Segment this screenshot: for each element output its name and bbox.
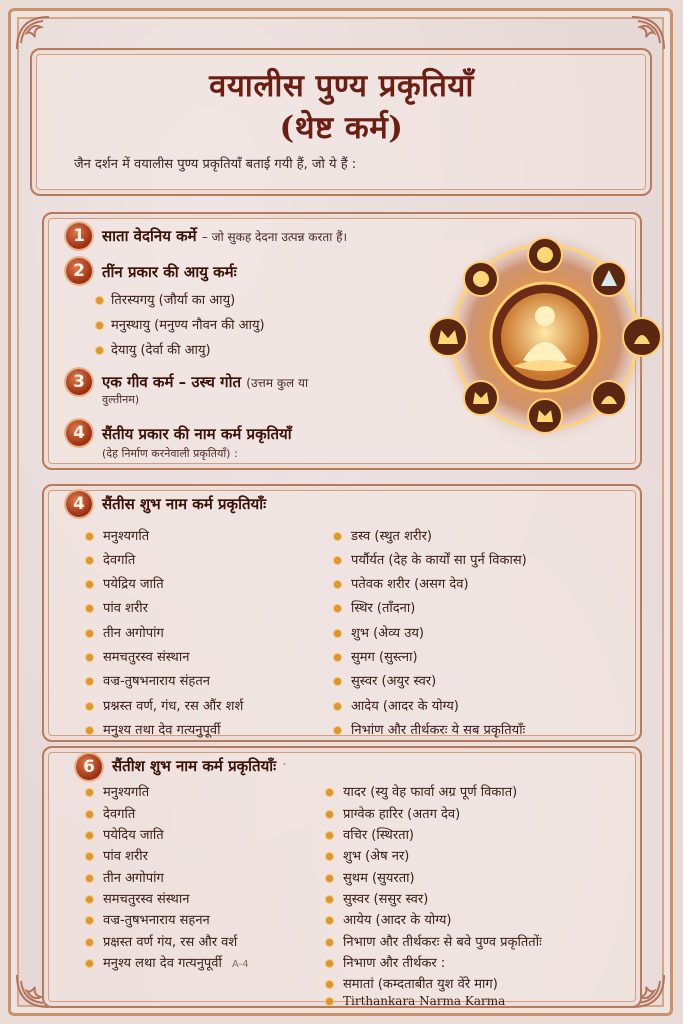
- item-2-title: तींन प्रकार की आयु कर्मः: [102, 263, 237, 281]
- bullet-dot-icon: [86, 605, 93, 612]
- bullet-dot-icon: [326, 896, 333, 903]
- list-item: वज्र-तुषभनाराय सहनन: [86, 910, 210, 928]
- bullet-dot-icon: [86, 581, 93, 588]
- item-3-title: एक गीव कर्म – उस्च गोत: [102, 373, 242, 391]
- bullet-dot-icon: [326, 875, 333, 882]
- list-item: पांव शरीर: [86, 598, 148, 616]
- list-item: देवगति: [86, 804, 135, 822]
- list-item: शुभ (अेष नर): [326, 846, 409, 864]
- bullet-dot-icon: [96, 297, 103, 304]
- list-item: डस्व (स्थुत शरीर): [334, 526, 432, 544]
- list-item: वज्र-तुषभनाराय संहतन: [86, 671, 210, 689]
- bullet-dot-icon: [86, 533, 93, 540]
- list-item: सुथम (सुयरता): [326, 868, 415, 886]
- item-1-desc: – जो सुकह देदना उत्पन्न करता हैं।: [201, 230, 348, 244]
- item-4-sub: (देह निर्माण करनेवाली प्रकृतियाँ) :: [102, 447, 238, 460]
- bullet-dot-icon: [86, 727, 93, 734]
- list-item: तीन अगोपांग: [86, 623, 164, 641]
- list-item: पतेवक शरीर (असग देव): [334, 574, 469, 592]
- list-item: मनुश्यगति: [86, 526, 149, 544]
- bullet-dot-icon: [86, 630, 93, 637]
- bullet-dot-icon: [86, 557, 93, 564]
- intro-text: जैन दर्शन में वयालीस पुण्य प्रकृतियाँ बताई गयी हैं, जो ये हैं :: [74, 157, 357, 172]
- bullet-dot-icon: [96, 347, 103, 354]
- list-item: तीन अगोपांग: [86, 868, 164, 886]
- number-badge: 6: [76, 754, 102, 780]
- item-1-title: साता वेदनिय कर्मे: [102, 227, 197, 245]
- bullet-dot-icon: [334, 703, 341, 710]
- bullet-dot-icon: [326, 811, 333, 818]
- bullet-dot-icon: [86, 917, 93, 924]
- list-item: प्रक्षस्त वर्ण गंय, रस और वर्श: [86, 932, 237, 950]
- list-item: Tirthankara Narma Karma: [326, 994, 505, 1008]
- page-title: वयालीस पुण्य प्रकृतियाँ: [209, 68, 474, 104]
- meditating-figure-icon: [405, 232, 675, 442]
- list-item: सुस्वर (ससुर स्वर): [326, 889, 428, 907]
- corner-flourish-icon: [628, 13, 668, 53]
- section-2-title: सैंतीस शुभ नाम कर्म प्रकृतियाँः: [102, 495, 267, 513]
- number-badge: 4: [66, 491, 92, 517]
- bullet-dot-icon: [86, 853, 93, 860]
- list-item: मनुश्यगति: [86, 782, 149, 800]
- bullet-dot-icon: [326, 960, 333, 967]
- bullet-dot-icon: [86, 811, 93, 818]
- bullet-dot-icon: [326, 789, 333, 796]
- list-item: प्रश्नस्त वर्ण, गंध, रस औंर शर्श: [86, 696, 243, 714]
- bullet-dot-icon: [86, 960, 93, 967]
- bullet-dot-icon: [86, 678, 93, 685]
- bullet-dot-icon: [326, 853, 333, 860]
- page-subtitle: (थेष्ट कर्म): [279, 110, 404, 146]
- bullet-dot-icon: [334, 557, 341, 564]
- bullet-dot-icon: [334, 727, 341, 734]
- list-item: प्राग्वेक हारिर (अतग देव): [326, 804, 460, 822]
- section-3-title: सैंतीश शुभ नाम कर्म प्रकृतियाँः ´: [112, 757, 287, 775]
- list-item: तिरस्यगयु (जौर्या का आयु): [96, 290, 235, 308]
- list-item: पांव शरीर: [86, 846, 148, 864]
- bullet-dot-icon: [334, 533, 341, 540]
- list-item: मनुश्य तथा देव गत्यनुपूर्वी: [86, 720, 221, 738]
- list-item: निभांण और तीर्थकरः ये सब प्रकृतियाँः: [334, 720, 525, 738]
- item-3-sub-cont: वुल्तीनम): [102, 393, 140, 406]
- list-item: पर्यौर्यत (देह के कार्यों सा पुर्न विकास): [334, 550, 527, 568]
- bullet-dot-icon: [334, 605, 341, 612]
- bullet-dot-icon: [86, 703, 93, 710]
- list-item: वचिर (स्थिरता): [326, 825, 414, 843]
- list-item: पयेदिय जाति: [86, 825, 164, 843]
- number-badge: 1: [66, 223, 92, 249]
- bullet-dot-icon: [86, 939, 93, 946]
- list-item: शुभ (अेव्य उय): [334, 623, 424, 641]
- bullet-dot-icon: [86, 875, 93, 882]
- corner-flourish-icon: [13, 13, 53, 53]
- bullet-dot-icon: [86, 654, 93, 661]
- list-item: निभाण और तीर्थकरः से बवे पुण्व प्रकृतितोंः: [326, 932, 542, 950]
- bullet-dot-icon: [326, 917, 333, 924]
- number-badge: 4: [66, 420, 92, 446]
- bullet-dot-icon: [96, 322, 103, 329]
- list-item: सुस्वर (अयुर स्वर): [334, 671, 436, 689]
- item-3-sub: (उत्तम कुल या: [246, 376, 309, 390]
- list-item: समचतुरस्व संस्थान: [86, 647, 189, 665]
- list-item: आदेय (आदर के योग्य): [334, 696, 459, 714]
- list-item: स्थिर (ताँदना): [334, 598, 415, 616]
- number-badge: 3: [66, 369, 92, 395]
- bullet-dot-icon: [86, 832, 93, 839]
- list-item: समचतुरस्व संस्थान: [86, 889, 189, 907]
- bullet-dot-icon: [334, 630, 341, 637]
- bullet-dot-icon: [334, 654, 341, 661]
- item-4-title: सैंतीय प्रकार की नाम कर्म प्रकृतियाँ: [102, 425, 292, 443]
- bullet-dot-icon: [326, 832, 333, 839]
- bullet-dot-icon: [86, 789, 93, 796]
- bullet-dot-icon: [334, 581, 341, 588]
- bullet-dot-icon: [326, 998, 333, 1005]
- bullet-dot-icon: [326, 981, 333, 988]
- title-mark: ´: [281, 763, 287, 774]
- list-item: आयेय (आदर के योग्य): [326, 910, 452, 928]
- list-item: निभाण और तीर्थकर :: [326, 953, 445, 971]
- list-item: देवगति: [86, 550, 135, 568]
- list-item: समातां (कम्दताबीत युश वेंरे माग): [326, 974, 498, 992]
- list-item: मनुस्थायु (मनुण्य नौवन की आयु): [96, 315, 265, 333]
- handwritten-mark: A-4: [232, 959, 249, 970]
- list-item: मनुश्य लथा देव गत्यनुपूर्वी A-4: [86, 953, 249, 971]
- number-badge: 2: [66, 258, 92, 284]
- bullet-dot-icon: [326, 939, 333, 946]
- list-item: सुमग (सुस्त्ना): [334, 647, 418, 665]
- list-item: देयायु (देर्वा की आयु): [96, 340, 211, 358]
- bullet-dot-icon: [334, 678, 341, 685]
- item-3-heading: [102, 372, 308, 392]
- list-item: पयेद्रिय जाति: [86, 574, 164, 592]
- item-1-heading: [102, 226, 347, 246]
- list-item: यादर (स्यु वेह फार्वा अग्र पूर्ण विकात): [326, 782, 517, 800]
- bullet-dot-icon: [86, 896, 93, 903]
